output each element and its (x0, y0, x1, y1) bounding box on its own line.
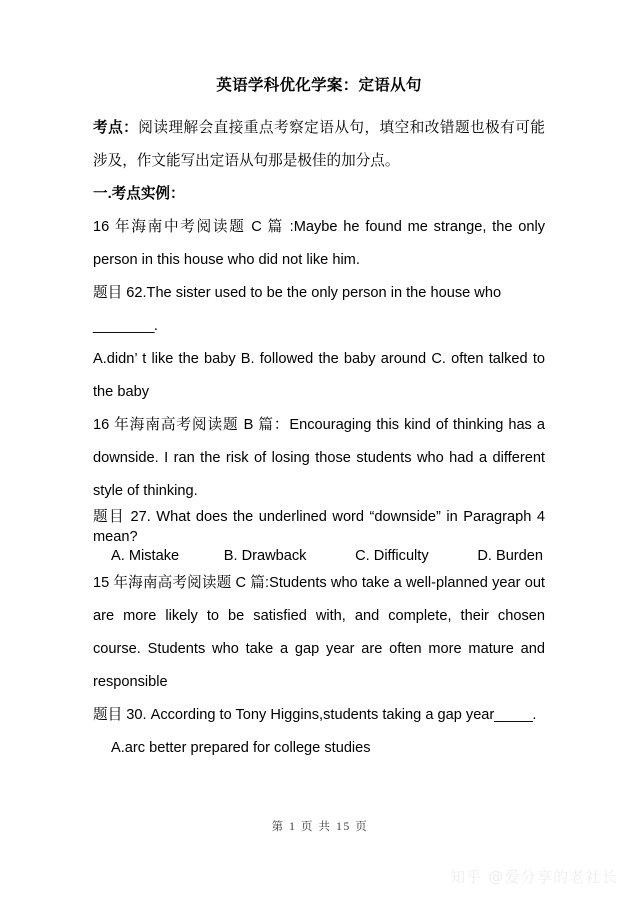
example-1-options: A.didn’ t like the baby B. followed the baby around C. often talked to the baby (93, 351, 545, 400)
example-1-text: Maybe he found me strange, the only person in this house who did not like him. (93, 219, 545, 268)
example-2-option-d: D. Burden (477, 548, 544, 564)
example-3-text: Students who take a well-planned year out are more likely to be satisfied with, and complete, their chosen course. Students who take a gap year are often more mature and responsible (93, 574, 545, 690)
example-2-options (93, 547, 545, 567)
section-heading: 一.考点实例： (93, 186, 185, 202)
example-3-question-text: 题目 30. According to Tony Higgins,students taking a gap year (93, 706, 495, 723)
example-2-passage (93, 409, 545, 508)
example-3-passage (93, 567, 545, 699)
keypoint-text: 阅读理解会直接重点考察定语从句，填空和改错题也极有可能涉及，作文能写出定语从句那是极佳的加分点。 (93, 120, 545, 169)
example-1-source: 16 年海南中考阅读题 C 篇 : (93, 219, 294, 235)
document-title: 英语学科优化学案：定语从句 (216, 77, 422, 94)
document-body (93, 0, 545, 765)
example-2-option-b: B. Drawback (223, 548, 307, 564)
example-2-option-c: C. Difficulty (355, 548, 429, 564)
example-3-option-a: A.arc better prepared for college studies (111, 739, 371, 756)
example-1-passage (93, 211, 545, 277)
keypoint-paragraph (93, 112, 545, 178)
example-1-question-text: 题目 62.The sister used to be the only person in the house who (93, 285, 502, 301)
example-3-blank: _____. (494, 706, 536, 723)
example-3-source: 15 年海南高考阅读题 C 篇: (93, 574, 270, 591)
example-2-source: 16 年海南高考阅读题 B 篇： (93, 417, 290, 433)
example-1-blank: ________. (93, 318, 158, 334)
example-3-question (93, 699, 545, 732)
example-2-text: Encouraging this kind of thinking has a downside. I ran the risk of losing those students who had a different style of thinking. (93, 417, 545, 499)
page-footer: 第 1 页 共 15 页 (271, 821, 369, 833)
example-2-question: 题目 27. What does the underlined word “downside” in Paragraph 4 mean? (93, 509, 545, 545)
keypoint-label: 考点： (93, 120, 139, 136)
zhihu-watermark: 知乎 @爱分享的老社长 (450, 868, 618, 886)
example-2-option-a: A. Mistake (111, 548, 180, 564)
example-1-question (93, 277, 545, 310)
